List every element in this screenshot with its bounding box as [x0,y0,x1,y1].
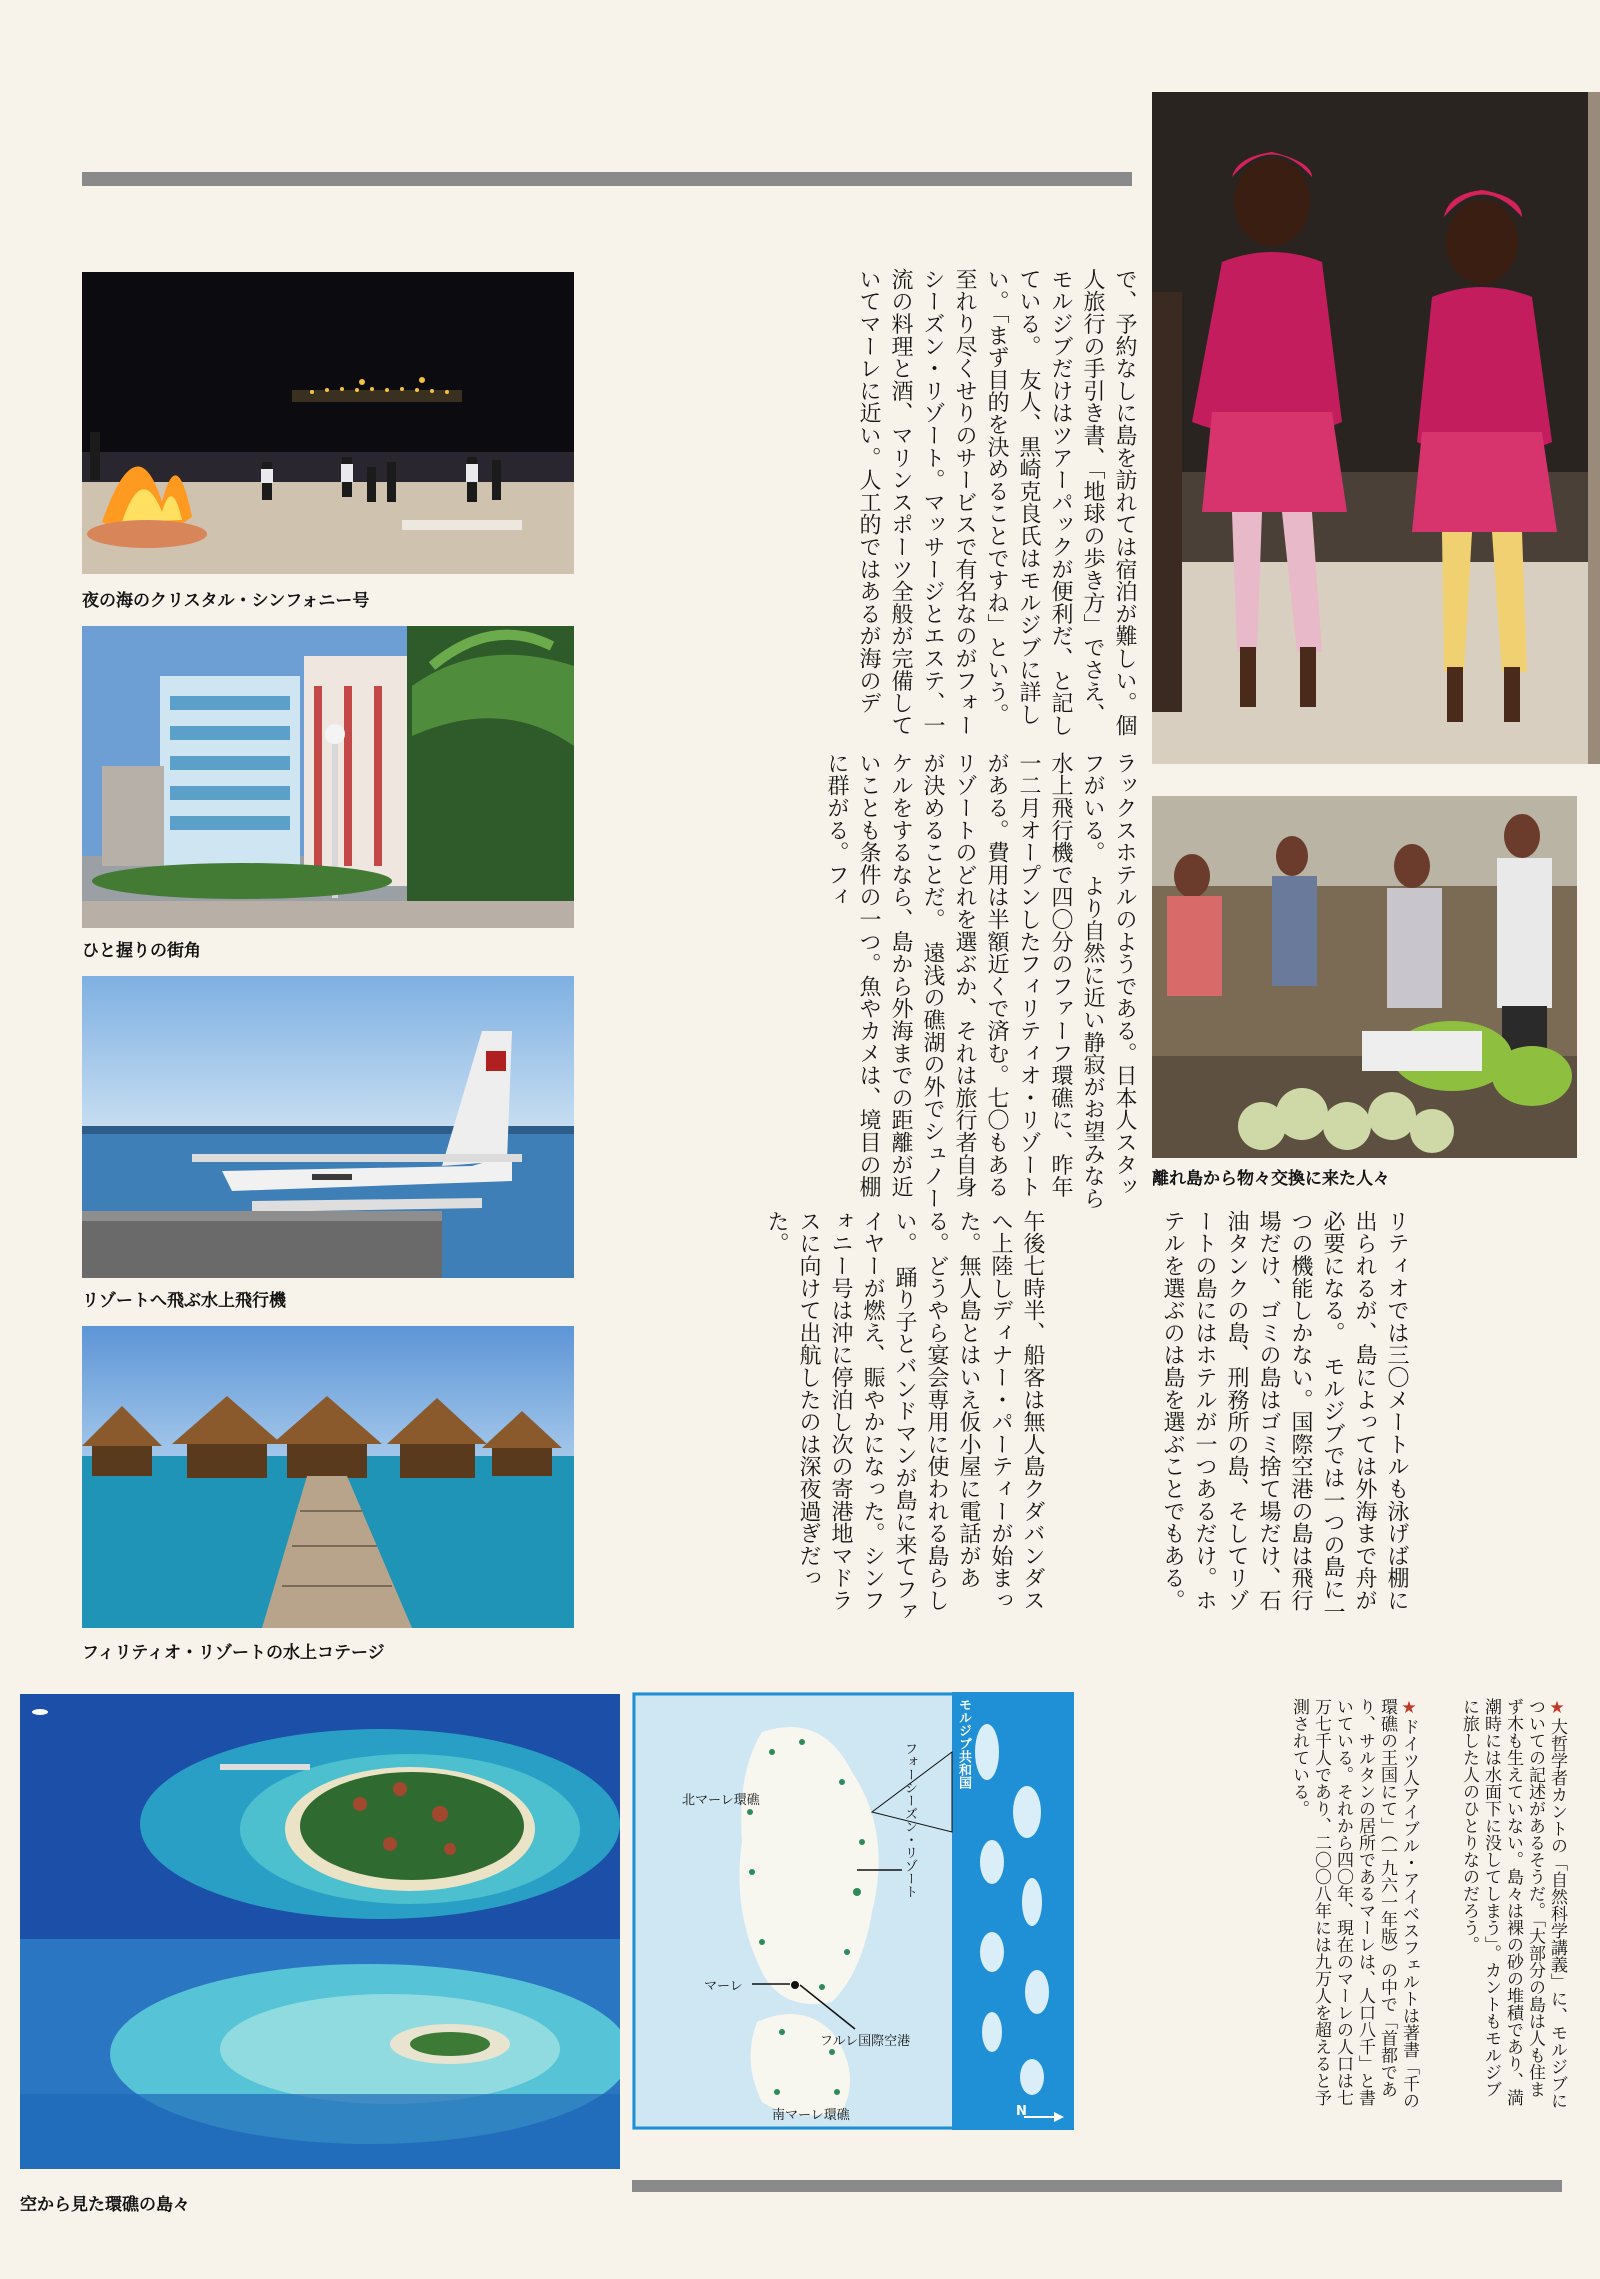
caption-aerial-atolls: 空から見た環礁の島々 [20,2195,190,2215]
caption-street-corner: ひと握りの街角 [82,941,201,961]
caption-water-cottages: フィリティオ・リゾートの水上コテージ [82,1643,385,1663]
photo-night-ship [82,272,574,574]
map-north-mark: N [1016,2104,1027,2119]
caption-night-ship: 夜の海のクリスタル・シンフォニー号 [82,591,370,611]
map-label-four-seasons: フォーシーズン・リゾート [902,1742,917,1898]
note-kant [1430,1698,1568,2113]
body-column-2: ラックスホテルのようである。日本人スタッフがいる。 より自然に近い静寂がお望みなら水上飛行機で四〇分のファーフ環礁に、昨年一二月オープンしたフィリティオ・リゾートがある。費用は半額近くで済む。七〇もあるリゾートのどれを選ぶか、それは旅行者自身が決めることだ。 遠浅の礁湖の外でシュノーケルをするなら、島から外海までの距離が近いことも条件の一つ。魚やカメは、境目の棚に群がる。フィ [824,752,1137,1210]
note-german [1090,1698,1420,2113]
map-inset-title: モルジブ共和国 [956,1698,971,1789]
photo-water-cottages [82,1326,574,1628]
top-rule [82,172,1132,186]
star-icon: ★ [1547,1698,1567,1718]
map-label-south-atoll: 南マーレ環礁 [772,2108,850,2123]
body-column-3: リティオでは三〇メートルも泳げば棚に出られるが、島によっては外海まで舟が必要になる。 モルジブでは一つの島に一つの機能しかない。国際空港の島は飛行場だけ、ゴミの島はゴミ捨て場だけ、石油タンクの島、刑務所の島、そしてリゾートの島にはホテルが一つあるだけ。ホテルを選ぶのは島を選ぶことでもある。 [1160,1210,1409,1623]
map-label-male: マーレ [704,1979,743,1994]
photo-aerial-atolls [20,1694,620,2169]
note-german-text: ドイツ人アイブル・アイベスフェルトは著書「千の環礁の王国にて」（一九六一年版）の中で「首都であり、サルタンの居所であるマーレは、人口八千」と書いている。それから四〇年、現在のマーレの人口は七万七千人であり、二〇〇八年には九万人を超えると予測されている。 [1289,1698,1419,2109]
star-icon: ★ [1399,1698,1419,1718]
photo-dancers [1152,92,1600,764]
body-column-1: で、予約なしに島を訪れては宿泊が難しい。個人旅行の手引き書、「地球の歩き方」でさえ、モルジブだけはツアーパックが便利だ、と記している。 友人、黒崎克良氏はモルジブに詳しい。「まず目的を決めることですね」という。至れり尽くせりのサービスで有名なのがフォーシーズン・リゾート。マッサージとエステ、一流の料理と酒、マリンスポーツ全般が完備していてマーレに近い。人工的ではあるが海のデ [856,268,1137,737]
photo-market [1152,796,1577,1158]
note-kant-text: 大哲学者カントの「自然科学講義」に、モルジブについての記述があるそうだ。「大部分の島は人も住まず木も生えていない。島々は裸の砂の堆積であり、満潮時には水面下に没してしまう」。カントもモルジブに旅した人のひとりなのだろう。 [1459,1698,1567,2109]
map-label-north-atoll: 北マーレ環礁 [682,1793,760,1808]
bottom-rule [632,2180,1562,2192]
caption-seaplane: リゾートへ飛ぶ水上飛行機 [82,1291,286,1311]
photo-seaplane [82,976,574,1278]
atoll-map [632,1692,1074,2130]
caption-market: 離れ島から物々交換に来た人々 [1152,1169,1390,1189]
body-column-4: 午後七時半、船客は無人島クダバンダスへ上陸しディナー・パーティーが始まった。無人島とはいえ仮小屋に電話がある。どうやら宴会専用に使われる島らしい。 踊り子とバンドマンが島に来てファイヤーが燃え、賑やかになった。シンフォニー号は沖に停泊し次の寄港地マドラスに向けて出航したのは深夜過ぎだった。 [764,1210,1045,1623]
photo-street-corner [82,626,574,928]
map-label-airport: フルレ国際空港 [820,2034,911,2049]
